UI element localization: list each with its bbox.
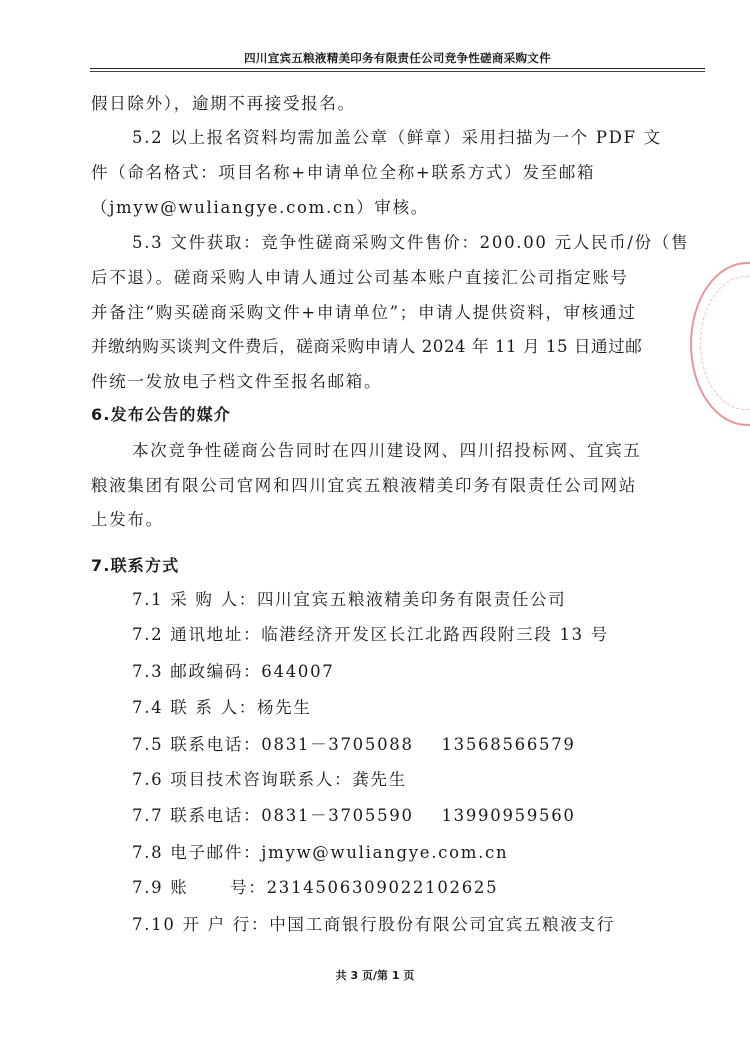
page-footer: 共 3 页/第 1 页: [335, 969, 415, 982]
paragraph-line: 后不退）。磋商采购人申请人通过公司基本账户直接汇公司指定账号: [91, 268, 629, 287]
paragraph-line: 本次竞争性磋商公告同时在四川建设网、四川招投标网、宜宾五: [132, 441, 642, 460]
contact-value: 0831－3705088 13568566579: [261, 735, 576, 754]
contact-label: 7.8 电子邮件：: [132, 843, 262, 862]
paragraph-line: 并备注“购买磋商采购文件+申请单位”；申请人提供资料，审核通过: [91, 303, 637, 322]
contact-item: [132, 662, 334, 682]
contact-value: 杨先生: [256, 698, 312, 717]
contact-value: 四川宜宾五粮液精美印务有限责任公司: [256, 590, 567, 609]
paragraph-line: 假日除外），逾期不再接受报名。: [91, 94, 356, 113]
contact-value: 0831－3705590 13990959560: [261, 806, 576, 825]
contact-item: [132, 698, 312, 718]
contact-item: [132, 878, 498, 898]
contact-label: 7.3 邮政编码：: [132, 662, 262, 681]
page-header-title: 四川宜宾五粮液精美印务有限责任公司竞争性磋商采购文件: [244, 51, 551, 65]
paragraph-line: 件（命名格式：项目名称+申请单位全称+联系方式）发至邮箱: [91, 163, 596, 182]
contact-item: [132, 625, 609, 645]
contact-label: 7.10 开 户 行：: [132, 915, 270, 934]
contact-item: [132, 770, 407, 790]
paragraph-line: 上发布。: [91, 510, 164, 529]
paragraph-line: 粮液集团有限公司官网和四川宜宾五粮液精美印务有限责任公司网站: [91, 476, 637, 495]
contact-item: [132, 806, 576, 826]
contact-value: 龚先生: [352, 770, 407, 789]
header-rule-thin: [90, 71, 705, 72]
contact-label: 7.7 联系电话：: [132, 806, 262, 825]
contact-value: 临港经济开发区长江北路西段附三段 13 号: [261, 625, 609, 644]
paragraph-line: 5.2 以上报名资料均需加盖公章（鲜章）采用扫描为一个 PDF 文: [132, 128, 662, 147]
section-7-heading: 7.联系方式: [91, 556, 180, 575]
paragraph-line: 5.3 文件获取：竞争性磋商采购文件售价：200.00 元人民币/份（售: [132, 233, 690, 252]
contact-label: 7.1 采 购 人：: [132, 590, 257, 609]
contact-label: 7.2 通讯地址：: [132, 625, 262, 644]
contact-item: [132, 915, 615, 935]
contact-label: 7.5 联系电话：: [132, 735, 262, 754]
contact-label: 7.4 联 系 人：: [132, 698, 257, 717]
contact-value: jmyw@wuliangye.com.cn: [261, 843, 509, 862]
contact-value: 中国工商银行股份有限公司宜宾五粮液支行: [269, 915, 615, 934]
contact-item: [132, 590, 566, 610]
contact-label: 7.9 账 号：: [132, 878, 267, 897]
paragraph-line: 并缴纳购买谈判文件费后，磋商采购申请人 2024 年 11 月 15 日通过邮: [91, 337, 643, 356]
paragraph-line: （jmyw@wuliangye.com.cn）审核。: [91, 198, 430, 217]
contact-value: 2314506309022102625: [266, 878, 499, 897]
section-6-heading: 6.发布公告的媒介: [91, 405, 232, 424]
contact-label: 7.6 项目技术咨询联系人：: [132, 770, 353, 789]
contact-item: [132, 843, 508, 863]
header-rule: [90, 68, 705, 69]
contact-item: [132, 735, 576, 755]
paragraph-line: 件统一发放电子档文件至报名邮箱。: [91, 372, 383, 391]
contact-value: 644007: [261, 662, 335, 681]
